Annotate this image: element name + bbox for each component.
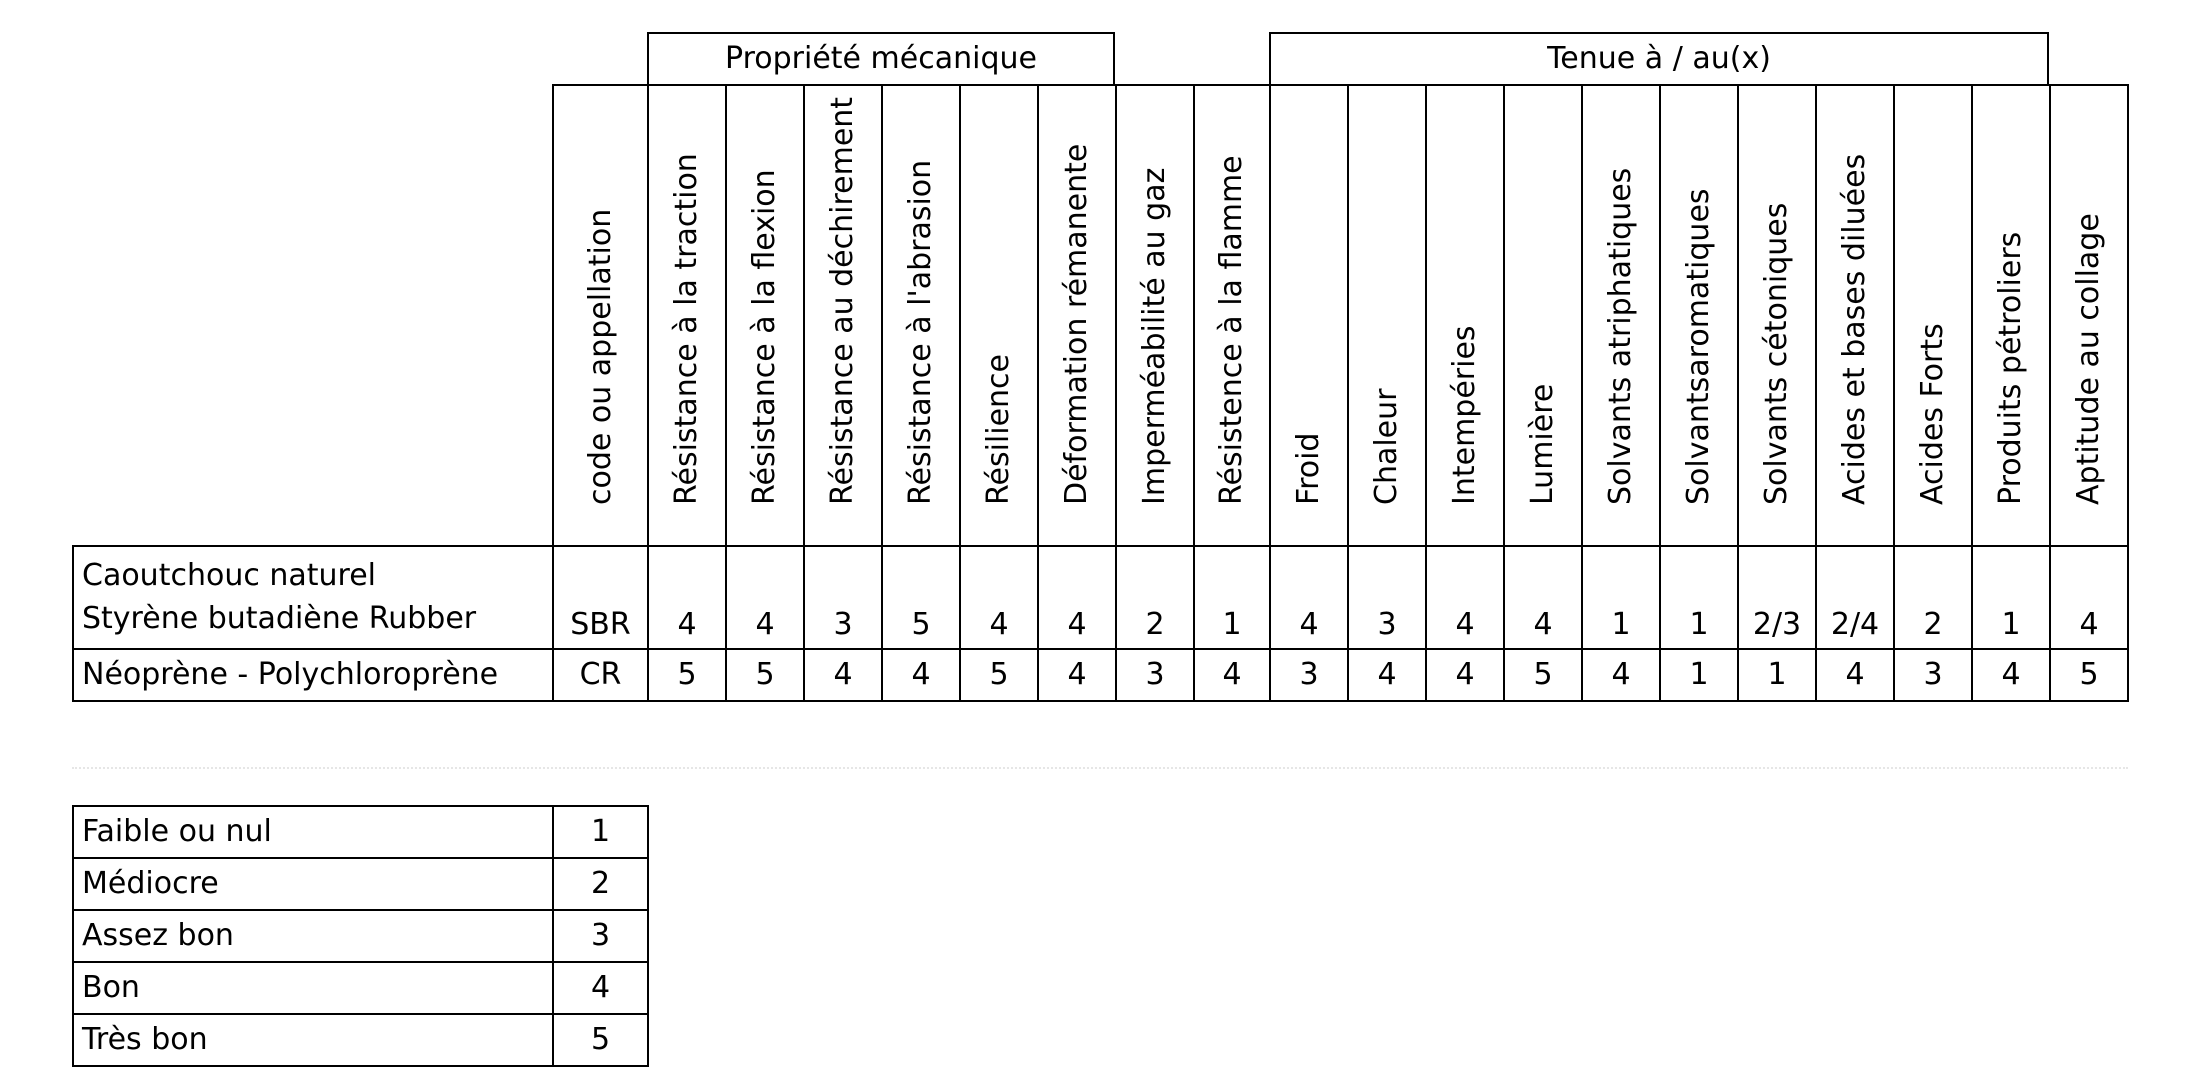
- column-header-10: [1269, 84, 1349, 547]
- row-2-value-5: 5: [959, 648, 1039, 702]
- row-2-value-7: 3: [1115, 648, 1195, 702]
- column-header-label: Résistence à la flamme: [1214, 155, 1249, 505]
- dotted-separator: [72, 767, 2128, 769]
- row-1-value-17: 2: [1893, 545, 1973, 650]
- column-header-12: [1425, 84, 1505, 547]
- column-header-3: [725, 84, 805, 547]
- row-1-value-10: 3: [1347, 545, 1427, 650]
- row-1-value-12: 4: [1503, 545, 1583, 650]
- column-header-label: Résistance à la traction: [669, 153, 704, 505]
- legend-label-2: Médiocre: [72, 857, 554, 911]
- row-1-value-2: 4: [725, 545, 805, 650]
- row-1-value-6: 4: [1037, 545, 1117, 650]
- row-1-value-3: 3: [803, 545, 883, 650]
- legend-label-1: Faible ou nul: [72, 805, 554, 859]
- column-header-6: [959, 84, 1039, 547]
- column-header-label: Produits pétroliers: [1993, 231, 2028, 505]
- column-header-label: Solvants cétoniques: [1759, 202, 1794, 505]
- row-2-value-17: 3: [1893, 648, 1973, 702]
- legend-label-5: Très bon: [72, 1013, 554, 1067]
- row-2-value-15: 1: [1737, 648, 1817, 702]
- row-2-value-4: 4: [881, 648, 961, 702]
- column-header-label: Résistance à l'abrasion: [903, 159, 938, 505]
- row-1-value-13: 1: [1581, 545, 1661, 650]
- row-2-value-6: 4: [1037, 648, 1117, 702]
- row-2-value-11: 4: [1425, 648, 1505, 702]
- column-header-11: [1347, 84, 1427, 547]
- row-1-name-line1: Caoutchouc naturel: [82, 558, 377, 594]
- column-header-9: [1193, 84, 1271, 547]
- column-header-15: [1659, 84, 1739, 547]
- row-2-value-9: 3: [1269, 648, 1349, 702]
- column-header-2: [647, 84, 727, 547]
- column-header-8: [1115, 84, 1195, 547]
- row-1-value-18: 1: [1971, 545, 2051, 650]
- row-1-name-line2: Styrène butadiène Rubber: [82, 600, 477, 636]
- row-1-value-15: 2/3: [1737, 545, 1817, 650]
- column-header-label: Déformation rémanente: [1059, 143, 1094, 505]
- column-header-16: [1737, 84, 1817, 547]
- column-header-label: Froid: [1291, 432, 1326, 505]
- row-1-value-5: 4: [959, 545, 1039, 650]
- column-header-label: Chaleur: [1369, 388, 1404, 505]
- row-1-value-11: 4: [1425, 545, 1505, 650]
- column-header-14: [1581, 84, 1661, 547]
- column-header-17: [1815, 84, 1895, 547]
- row-2-value-19: 5: [2049, 648, 2129, 702]
- row-2-name: Néoprène - Polychloroprène: [72, 648, 554, 702]
- legend-value-5: 5: [552, 1013, 649, 1067]
- group-header-mechanical: Propriété mécanique: [647, 32, 1115, 86]
- column-header-label: Intempéries: [1447, 325, 1482, 505]
- column-header-label: Acides et bases diluées: [1837, 153, 1872, 505]
- row-1-value-7: 2: [1115, 545, 1195, 650]
- column-header-7: [1037, 84, 1117, 547]
- row-1-value-9: 4: [1269, 545, 1349, 650]
- legend-label-3: Assez bon: [72, 909, 554, 963]
- row-2-value-13: 4: [1581, 648, 1661, 702]
- row-2-value-2: 5: [725, 648, 805, 702]
- legend-label-4: Bon: [72, 961, 554, 1015]
- row-1-code: SBR: [552, 545, 649, 650]
- row-2-value-10: 4: [1347, 648, 1427, 702]
- row-2-value-14: 1: [1659, 648, 1739, 702]
- row-2-value-3: 4: [803, 648, 883, 702]
- row-2-value-12: 5: [1503, 648, 1583, 702]
- column-header-label: Lumière: [1525, 383, 1560, 505]
- row-1-value-1: 4: [647, 545, 727, 650]
- column-header-4: [803, 84, 883, 547]
- column-header-label: code ou appellation: [582, 208, 618, 505]
- column-header-5: [881, 84, 961, 547]
- row-1-name: [72, 545, 554, 650]
- row-1-value-8: 1: [1193, 545, 1271, 650]
- column-header-13: [1503, 84, 1583, 547]
- group-header-resistance: Tenue à / au(x): [1269, 32, 2049, 86]
- column-header-label: Aptitude au collage: [2071, 213, 2106, 505]
- column-header-label: Résistance à la flexion: [747, 169, 782, 505]
- column-header-label: Imperméabilité au gaz: [1137, 167, 1172, 505]
- column-header-label: Résilience: [981, 353, 1016, 505]
- legend-value-2: 2: [552, 857, 649, 911]
- column-header-19: [1971, 84, 2051, 547]
- row-1-value-16: 2/4: [1815, 545, 1895, 650]
- row-1-value-19: 4: [2049, 545, 2129, 650]
- row-1-value-4: 5: [881, 545, 961, 650]
- row-2-value-8: 4: [1193, 648, 1271, 702]
- row-2-value-16: 4: [1815, 648, 1895, 702]
- row-1-value-14: 1: [1659, 545, 1739, 650]
- legend-value-1: 1: [552, 805, 649, 859]
- column-header-20: [2049, 84, 2129, 547]
- row-2-code: CR: [552, 648, 649, 702]
- row-2-value-1: 5: [647, 648, 727, 702]
- legend-value-4: 4: [552, 961, 649, 1015]
- column-header-label: Acides Forts: [1915, 323, 1950, 505]
- column-header-label: Solvants atriphatiques: [1603, 167, 1638, 505]
- column-header-18: [1893, 84, 1973, 547]
- row-2-value-18: 4: [1971, 648, 2051, 702]
- legend-value-3: 3: [552, 909, 649, 963]
- column-header-1: [552, 84, 649, 547]
- column-header-label: Solvantsaromatiques: [1681, 188, 1716, 505]
- column-header-label: Résistance au déchirement: [825, 96, 860, 505]
